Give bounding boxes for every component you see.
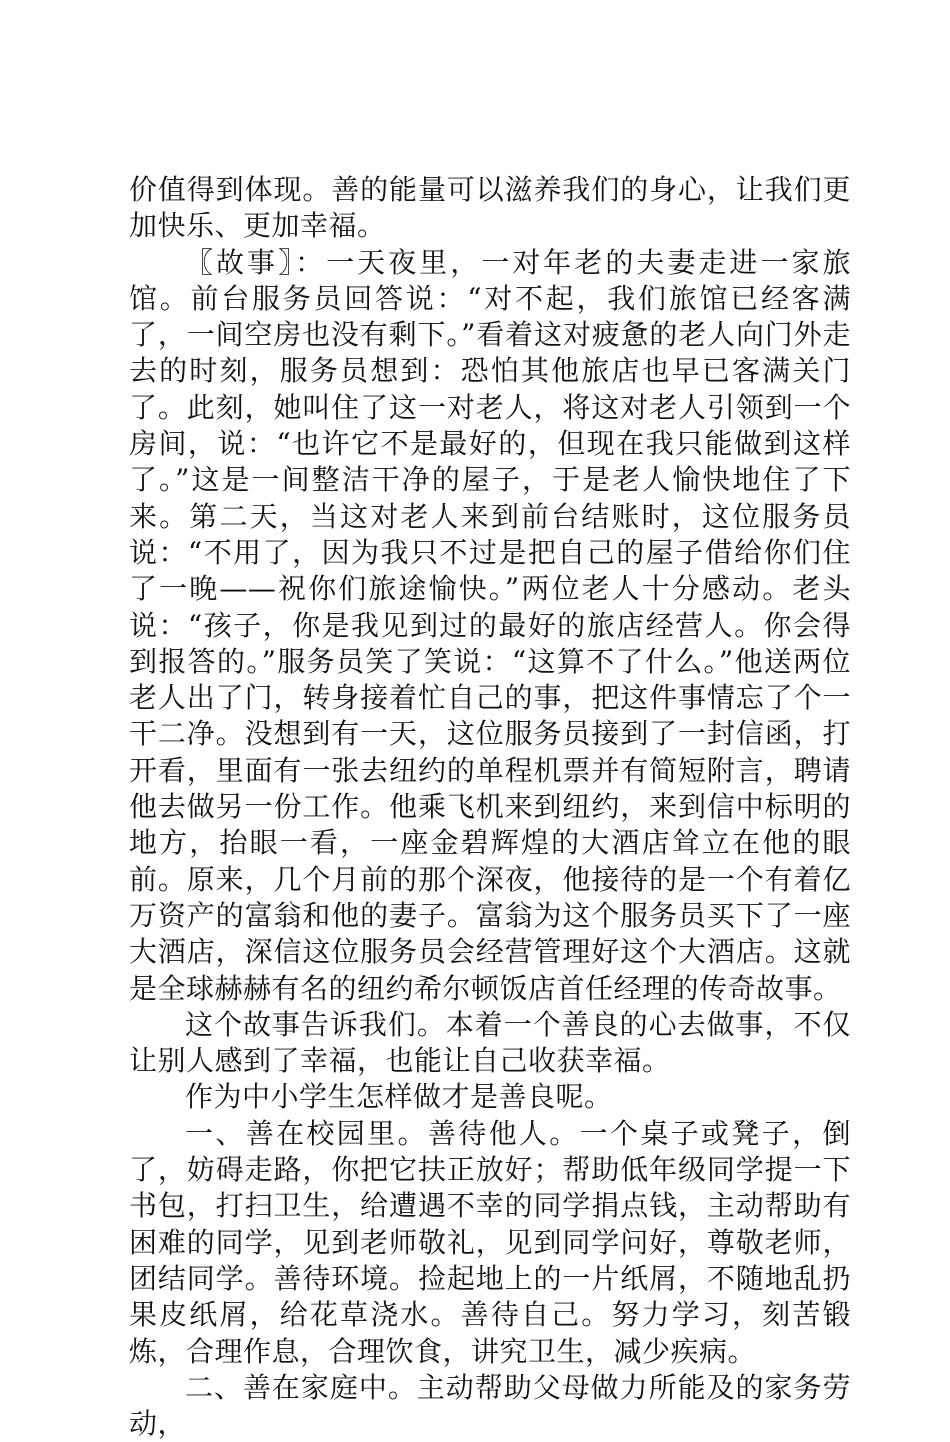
- paragraph-story: 〖故事〗：一天夜里，一对年老的夫妻走进一家旅馆。前台服务员回答说：“对不起，我们旅馆已经客满了，一间空房也没有剩下。”看着这对疲惫的老人向门外走去的时刻，服务员想到：恐怕其他旅店也早已客满关门了。此刻，她叫住了这一对老人，将这对老人引领到一个房间，说：“也许它不是最好的，但现在我只能做到这样了。”这是一间整洁干净的屋子，于是老人愉快地住了下来。第二天，当这对老人来到前台结账时，这位服务员说：“不用了，因为我只不过是把自己的屋子借给你们住了一晚——祝你们旅途愉快。”两位老人十分感动。老头说：“孩子，你是我见到过的最好的旅店经营人。你会得到报答的。”服务员笑了笑说：“这算不了什么。”他送两位老人出了门，转身接着忙自己的事，把这件事情忘了个一干二净。没想到有一天，这位服务员接到了一封信函，打开看，里面有一张去纽约的单程机票并有简短附言，聘请他去做另一份工作。他乘飞机来到纽约，来到信中标明的地方，抬眼一看，一座金碧辉煌的大酒店耸立在他的眼前。原来，几个月前的那个深夜，他接待的是一个有着亿万资产的富翁和他的妻子。富翁为这个服务员买下了一座大酒店，深信这位服务员会经营管理好这个大酒店。这就是全球赫赫有名的纽约希尔顿饭店首任经理的传奇故事。: [129, 245, 851, 1005]
- paragraph-story-lesson: 这个故事告诉我们。本着一个善良的心去做事，不仅让别人感到了幸福，也能让自己收获幸福。: [129, 1007, 851, 1078]
- body-text: [129, 172, 851, 1442]
- paragraph-intro-continuation: 价值得到体现。善的能量可以滋养我们的身心，让我们更加快乐、更加幸福。: [129, 173, 851, 243]
- paragraph-family-kindness: 二、善在家庭中。主动帮助父母做力所能及的家务劳动，: [129, 1370, 851, 1441]
- paragraph-question: 作为中小学生怎样做才是善良呢。: [185, 1080, 613, 1114]
- paragraph-school-kindness: 一、善在校园里。善待他人。一个桌子或凳子，倒了，妨碍走路，你把它扶正放好；帮助低年级同学提一下书包，打扫卫生，给遭遇不幸的同学捐点钱，主动帮助有困难的同学，见到老师敬礼，见到同学问好，尊敬老师，团结同学。善待环境。捡起地上的一片纸屑，不随地乱扔果皮纸屑，给花草浇水。善待自己。努力学习，刻苦锻炼，合理作息，合理饮食，讲究卫生，减少疾病。: [129, 1116, 851, 1368]
